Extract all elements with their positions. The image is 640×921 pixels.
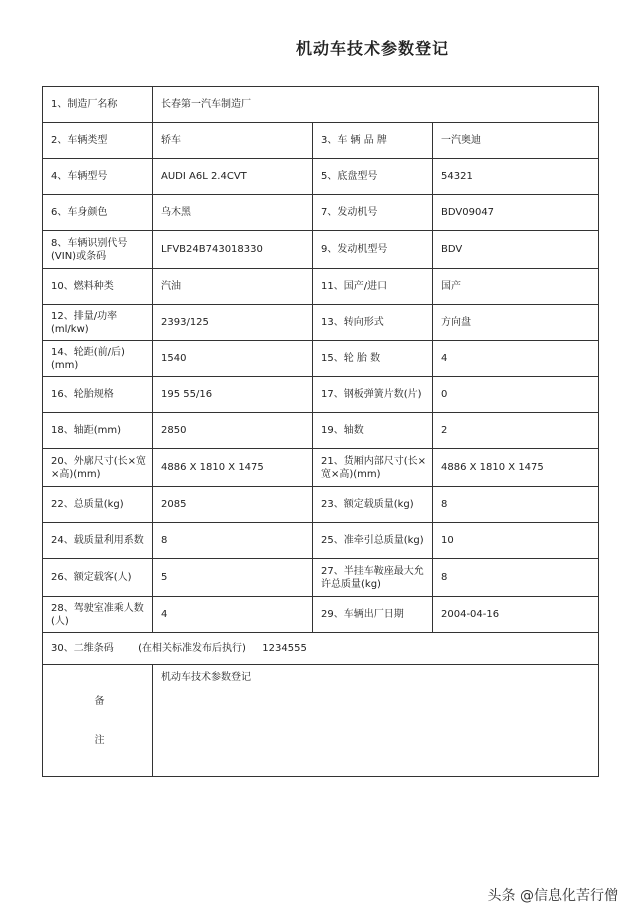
field-value: 4 bbox=[433, 341, 599, 377]
field-label: 12、排量/功率(ml/kw) bbox=[43, 305, 153, 341]
field-value: 2850 bbox=[153, 413, 313, 449]
field-value: BDV09047 bbox=[433, 195, 599, 231]
field-label: 6、车身颜色 bbox=[43, 195, 153, 231]
field-value: 4886 X 1810 X 1475 bbox=[153, 449, 313, 487]
field-label: 16、轮胎规格 bbox=[43, 377, 153, 413]
field-value: 2085 bbox=[153, 487, 313, 523]
field-value: 4 bbox=[153, 597, 313, 633]
field-label: 4、车辆型号 bbox=[43, 159, 153, 195]
field-value: 一汽奥迪 bbox=[433, 123, 599, 159]
qr-code-label: 30、二维条码 bbox=[51, 643, 114, 654]
field-value: 轿车 bbox=[153, 123, 313, 159]
field-value: 方向盘 bbox=[433, 305, 599, 341]
remarks-label bbox=[43, 665, 153, 777]
field-value: 8 bbox=[153, 523, 313, 559]
field-label: 25、准牵引总质量(kg) bbox=[313, 523, 433, 559]
table-row bbox=[43, 231, 599, 269]
field-label: 13、转向形式 bbox=[313, 305, 433, 341]
field-value: 5 bbox=[153, 559, 313, 597]
manufacturer-value: 长春第一汽车制造厂 bbox=[153, 87, 599, 123]
field-label: 17、钢板弹簧片数(片) bbox=[313, 377, 433, 413]
field-label: 26、额定载客(人) bbox=[43, 559, 153, 597]
field-label: 27、半挂车鞍座最大允许总质量(kg) bbox=[313, 559, 433, 597]
field-label: 24、载质量利用系数 bbox=[43, 523, 153, 559]
field-label: 7、发动机号 bbox=[313, 195, 433, 231]
field-label: 21、货厢内部尺寸(长×宽×高)(mm) bbox=[313, 449, 433, 487]
field-label: 23、额定载质量(kg) bbox=[313, 487, 433, 523]
field-label: 14、轮距(前/后)(mm) bbox=[43, 341, 153, 377]
field-label: 20、外廓尺寸(长×宽×高)(mm) bbox=[43, 449, 153, 487]
field-label: 10、燃料种类 bbox=[43, 269, 153, 305]
field-value: 4886 X 1810 X 1475 bbox=[433, 449, 599, 487]
remarks-content: 机动车技术参数登记 bbox=[153, 665, 599, 777]
field-value: 1540 bbox=[153, 341, 313, 377]
table-row bbox=[43, 377, 599, 413]
field-value: 乌木黑 bbox=[153, 195, 313, 231]
field-value: 国产 bbox=[433, 269, 599, 305]
table-row bbox=[43, 195, 599, 231]
remarks-label-bottom: 注 bbox=[94, 734, 105, 746]
table-row bbox=[43, 559, 599, 597]
qr-code-note: (在相关标准发布后执行) bbox=[138, 643, 246, 654]
field-label: 15、轮 胎 数 bbox=[313, 341, 433, 377]
field-value: 2004-04-16 bbox=[433, 597, 599, 633]
table-row bbox=[43, 449, 599, 487]
field-label: 29、车辆出厂日期 bbox=[313, 597, 433, 633]
field-label: 9、发动机型号 bbox=[313, 231, 433, 269]
field-value: 0 bbox=[433, 377, 599, 413]
qr-code-row bbox=[43, 633, 599, 665]
field-value: 汽油 bbox=[153, 269, 313, 305]
table-row bbox=[43, 413, 599, 449]
field-label: 28、驾驶室准乘人数(人) bbox=[43, 597, 153, 633]
qr-code-value: 1234555 bbox=[262, 643, 307, 654]
field-value: LFVB24B743018330 bbox=[153, 231, 313, 269]
field-label: 22、总质量(kg) bbox=[43, 487, 153, 523]
field-label: 18、轴距(mm) bbox=[43, 413, 153, 449]
table-row bbox=[43, 123, 599, 159]
page-title: 机动车技术参数登记 bbox=[295, 39, 449, 58]
table-row bbox=[43, 269, 599, 305]
table-row bbox=[43, 341, 599, 377]
field-value: BDV bbox=[433, 231, 599, 269]
manufacturer-label: 1、制造厂名称 bbox=[43, 87, 153, 123]
watermark: 头条 @信息化苦行僧 bbox=[487, 888, 618, 904]
field-label: 2、车辆类型 bbox=[43, 123, 153, 159]
field-value: 195 55/16 bbox=[153, 377, 313, 413]
field-value: AUDI A6L 2.4CVT bbox=[153, 159, 313, 195]
field-label: 3、车 辆 品 牌 bbox=[313, 123, 433, 159]
field-value: 8 bbox=[433, 559, 599, 597]
table-row bbox=[43, 305, 599, 341]
table-row bbox=[43, 597, 599, 633]
field-label: 19、轴数 bbox=[313, 413, 433, 449]
field-value: 2 bbox=[433, 413, 599, 449]
table-row bbox=[43, 87, 599, 123]
registration-table bbox=[42, 86, 599, 777]
table-row bbox=[43, 523, 599, 559]
field-value: 2393/125 bbox=[153, 305, 313, 341]
field-label: 5、底盘型号 bbox=[313, 159, 433, 195]
field-value: 8 bbox=[433, 487, 599, 523]
field-value: 54321 bbox=[433, 159, 599, 195]
table-row bbox=[43, 159, 599, 195]
field-label: 8、车辆识别代号(VIN)或条码 bbox=[43, 231, 153, 269]
table-row bbox=[43, 487, 599, 523]
table-row bbox=[43, 633, 599, 665]
field-label: 11、国产/进口 bbox=[313, 269, 433, 305]
remarks-label-top: 备 bbox=[94, 695, 105, 707]
table-row bbox=[43, 665, 599, 777]
field-value: 10 bbox=[433, 523, 599, 559]
